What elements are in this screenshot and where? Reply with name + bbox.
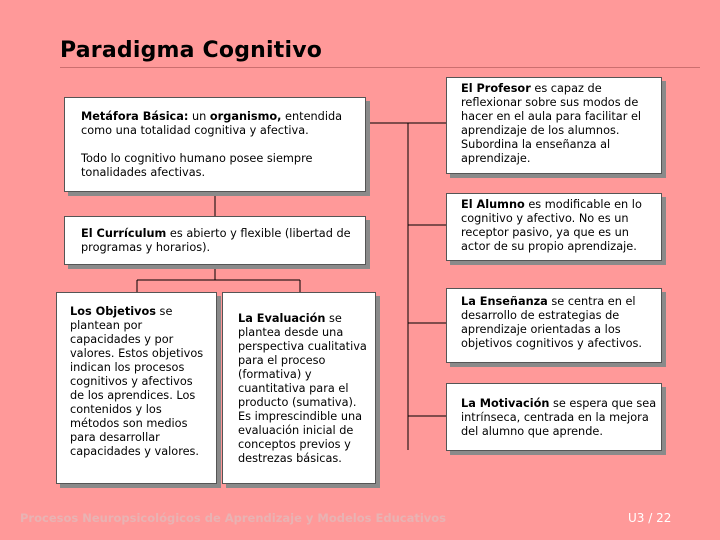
motivacion-label: La Motivación <box>461 397 550 410</box>
profesor-label: El Profesor <box>461 82 531 95</box>
box-evaluacion <box>222 292 376 484</box>
objetivos-text: se plantean por capacidades y por valores. Estos objetivos indican los procesos cognitivos y afectivos de los aprendices. Los contenidos y los métodos son medios para desarrollar capacidades y valores. <box>70 305 204 458</box>
metafora-label: Metáfora Básica: <box>81 110 189 123</box>
footer-page-number: U3 / 22 <box>628 511 672 525</box>
metafora-text: Metáfora Básica: un organismo, entendida como una totalidad cognitiva y afectiva. <box>81 110 343 137</box>
box-alumno <box>446 193 662 261</box>
box-curriculum <box>64 216 366 265</box>
ensenanza-label: La Enseñanza <box>461 295 548 308</box>
alumno-text: es modificable en lo cognitivo y afectivo. No es un receptor pasivo, ya que es un actor de su propio aprendizaje. <box>461 198 642 253</box>
box-profesor <box>446 77 662 174</box>
box-metafora <box>64 97 366 192</box>
footer-course-title: Procesos Neuropsicológicos de Aprendizaje y Modelos Educativos <box>20 511 447 525</box>
objetivos-label: Los Objetivos <box>70 305 156 318</box>
box-objetivos <box>56 292 217 484</box>
profesor-text: es capaz de reflexionar sobre sus modos de hacer en el aula para facilitar el aprendizaje de los alumnos. Subordina la enseñanza al aprendizaje. <box>461 82 642 165</box>
curriculum-text: es abierto y flexible (libertad de programas y horarios). <box>81 227 351 254</box>
box-ensenanza <box>446 288 662 363</box>
evaluacion-text: se plantea desde una perspectiva cualitativa para el proceso (formativa) y cuantitativa para el producto (sumativa). Es imprescindible una evaluación inicial de conceptos previos y destrezas básicas. <box>238 312 367 465</box>
ensenanza-text: se centra en el desarrollo de estrategias de aprendizaje orientadas a los objetivos cognitivos y afectivos. <box>461 295 643 350</box>
metafora-para2: Todo lo cognitivo humano posee siempre tonalidades afectivas. <box>81 152 313 179</box>
alumno-label: El Alumno <box>461 198 525 211</box>
evaluacion-label: La Evaluación <box>238 312 326 325</box>
curriculum-label: El Currículum <box>81 227 167 240</box>
box-motivacion <box>446 383 662 451</box>
motivacion-text: se espera que sea intrínseca, centrada en la mejora del alumno que aprende. <box>461 397 657 438</box>
metafora-bold-word: organismo, <box>209 110 282 123</box>
slide-title: Paradigma Cognitivo <box>60 38 323 63</box>
